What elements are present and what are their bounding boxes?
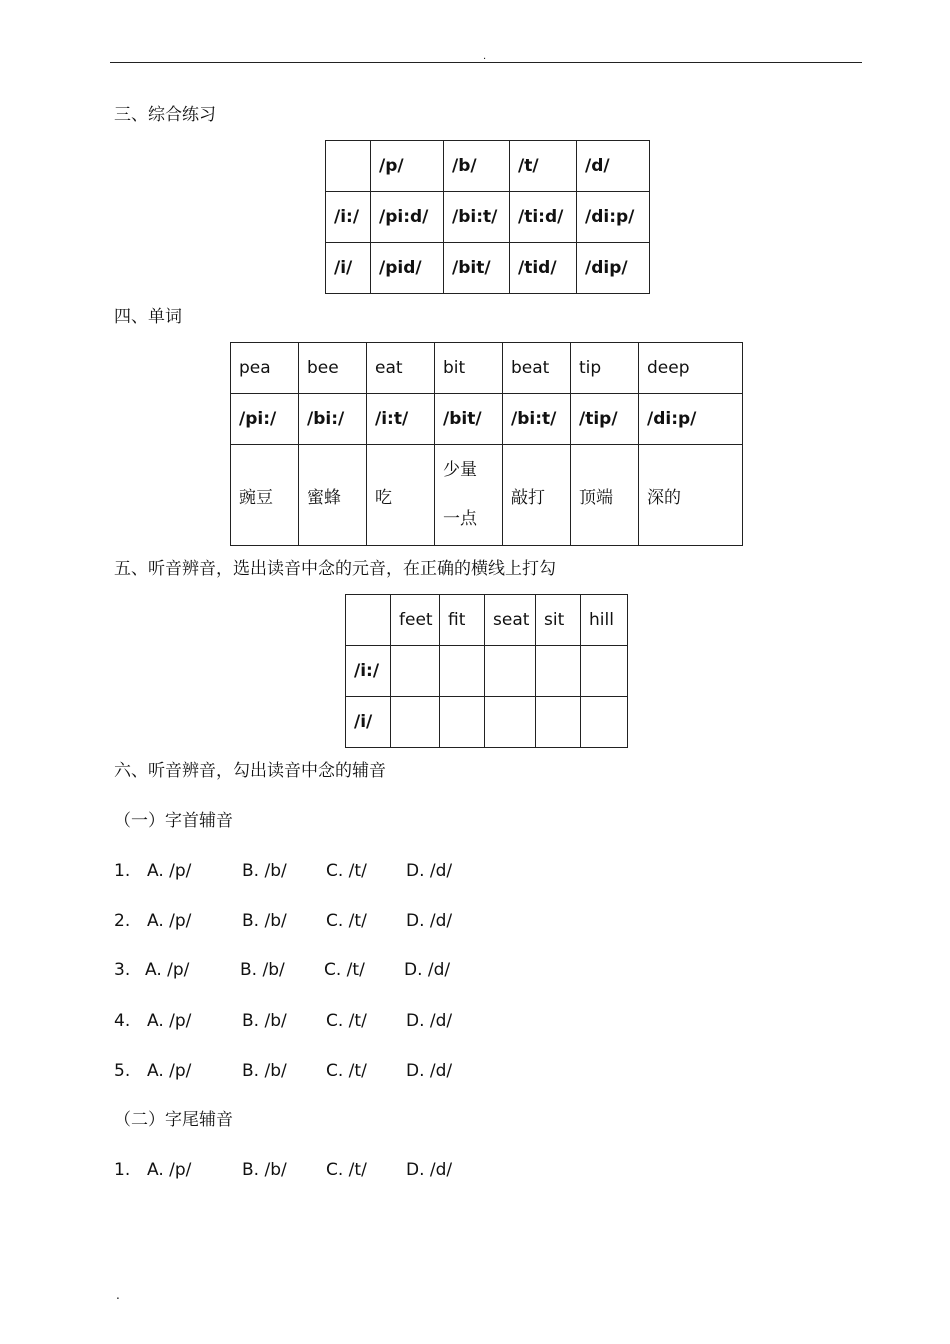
question-number: 4. xyxy=(114,1011,131,1031)
table-cell xyxy=(326,141,371,192)
header-mark: . xyxy=(483,51,487,62)
table-cell: feet xyxy=(391,595,440,646)
option-c[interactable]: C. /t/ xyxy=(324,960,365,980)
question-number: 1. xyxy=(114,1160,131,1180)
answer-cell[interactable] xyxy=(581,697,628,748)
table-cell: /di:p/ xyxy=(577,192,650,243)
option-b[interactable]: B. /b/ xyxy=(242,1011,287,1031)
answer-cell[interactable] xyxy=(391,697,440,748)
phonetic-cell: /bit/ xyxy=(435,394,503,445)
option-a[interactable]: A. /p/ xyxy=(147,1061,192,1081)
meaning-cell: 豌豆 xyxy=(231,445,299,546)
table-cell: /t/ xyxy=(510,141,577,192)
table-row xyxy=(231,343,743,394)
phonetic-cell: /di:p/ xyxy=(639,394,743,445)
section-4-title: 四、单词 xyxy=(114,307,182,327)
meaning-cell: 少量一点 xyxy=(435,445,503,546)
section-3-title: 三、综合练习 xyxy=(114,105,216,125)
table-row xyxy=(346,646,628,697)
option-c[interactable]: C. /t/ xyxy=(326,1011,367,1031)
meaning-cell: 蜜蜂 xyxy=(299,445,367,546)
table-cell: /bi:t/ xyxy=(444,192,510,243)
table-cell: /i/ xyxy=(346,697,391,748)
table-cell: sit xyxy=(536,595,581,646)
section-4-table xyxy=(230,342,743,546)
option-a[interactable]: A. /p/ xyxy=(147,861,192,881)
table-cell: /i:/ xyxy=(326,192,371,243)
word-cell: deep xyxy=(639,343,743,394)
question-number: 1. xyxy=(114,861,131,881)
header-rule xyxy=(110,62,862,63)
option-d[interactable]: D. /d/ xyxy=(406,911,453,931)
table-row xyxy=(326,141,650,192)
question-number: 3. xyxy=(114,960,131,980)
option-a[interactable]: A. /p/ xyxy=(147,1011,192,1031)
table-cell: /tid/ xyxy=(510,243,577,294)
option-b[interactable]: B. /b/ xyxy=(242,1061,287,1081)
answer-cell[interactable] xyxy=(391,646,440,697)
part-2-title: （二）字尾辅音 xyxy=(114,1110,233,1130)
table-cell: fit xyxy=(440,595,485,646)
table-cell xyxy=(346,595,391,646)
table-row xyxy=(326,243,650,294)
phonetic-cell: /tip/ xyxy=(571,394,639,445)
option-b[interactable]: B. /b/ xyxy=(242,1160,287,1180)
option-c[interactable]: C. /t/ xyxy=(326,1160,367,1180)
table-cell: /d/ xyxy=(577,141,650,192)
word-cell: bee xyxy=(299,343,367,394)
option-b[interactable]: B. /b/ xyxy=(242,861,287,881)
option-d[interactable]: D. /d/ xyxy=(404,960,451,980)
question-number: 2. xyxy=(114,911,131,931)
answer-cell[interactable] xyxy=(536,697,581,748)
answer-cell[interactable] xyxy=(440,697,485,748)
option-b[interactable]: B. /b/ xyxy=(242,911,287,931)
option-c[interactable]: C. /t/ xyxy=(326,861,367,881)
section-5-title: 五、听音辨音，选出读音中念的元音，在正确的横线上打勾 xyxy=(114,559,556,579)
answer-cell[interactable] xyxy=(485,697,536,748)
meaning-cell: 吃 xyxy=(367,445,435,546)
word-cell: eat xyxy=(367,343,435,394)
phonetic-cell: /pi:/ xyxy=(231,394,299,445)
option-c[interactable]: C. /t/ xyxy=(326,911,367,931)
phonetic-cell: /bi:/ xyxy=(299,394,367,445)
option-c[interactable]: C. /t/ xyxy=(326,1061,367,1081)
answer-cell[interactable] xyxy=(581,646,628,697)
option-a[interactable]: A. /p/ xyxy=(147,911,192,931)
table-cell: /pi:d/ xyxy=(371,192,444,243)
answer-cell[interactable] xyxy=(485,646,536,697)
table-cell: seat xyxy=(485,595,536,646)
table-row xyxy=(346,595,628,646)
table-row xyxy=(346,697,628,748)
section-6-title: 六、听音辨音，勾出读音中念的辅音 xyxy=(114,761,386,781)
option-d[interactable]: D. /d/ xyxy=(406,1160,453,1180)
meaning-cell: 顶端 xyxy=(571,445,639,546)
phonetic-cell: /i:t/ xyxy=(367,394,435,445)
table-cell: /bit/ xyxy=(444,243,510,294)
word-cell: tip xyxy=(571,343,639,394)
table-cell: /i:/ xyxy=(346,646,391,697)
word-cell: pea xyxy=(231,343,299,394)
meaning-cell: 敲打 xyxy=(503,445,571,546)
table-row xyxy=(231,445,743,546)
table-row xyxy=(326,192,650,243)
footer-mark: . xyxy=(116,1288,120,1302)
word-cell: bit xyxy=(435,343,503,394)
table-cell: /p/ xyxy=(371,141,444,192)
section-5-table xyxy=(345,594,628,748)
table-cell: hill xyxy=(581,595,628,646)
table-row xyxy=(231,394,743,445)
option-d[interactable]: D. /d/ xyxy=(406,861,453,881)
meaning-cell: 深的 xyxy=(639,445,743,546)
option-a[interactable]: A. /p/ xyxy=(147,1160,192,1180)
answer-cell[interactable] xyxy=(536,646,581,697)
table-cell: /i/ xyxy=(326,243,371,294)
table-cell: /ti:d/ xyxy=(510,192,577,243)
answer-cell[interactable] xyxy=(440,646,485,697)
option-d[interactable]: D. /d/ xyxy=(406,1011,453,1031)
table-cell: /dip/ xyxy=(577,243,650,294)
phonetic-cell: /bi:t/ xyxy=(503,394,571,445)
section-3-table xyxy=(325,140,650,294)
option-b[interactable]: B. /b/ xyxy=(240,960,285,980)
word-cell: beat xyxy=(503,343,571,394)
question-number: 5. xyxy=(114,1061,131,1081)
option-d[interactable]: D. /d/ xyxy=(406,1061,453,1081)
table-cell: /pid/ xyxy=(371,243,444,294)
table-cell: /b/ xyxy=(444,141,510,192)
part-1-title: （一）字首辅音 xyxy=(114,811,233,831)
option-a[interactable]: A. /p/ xyxy=(145,960,190,980)
